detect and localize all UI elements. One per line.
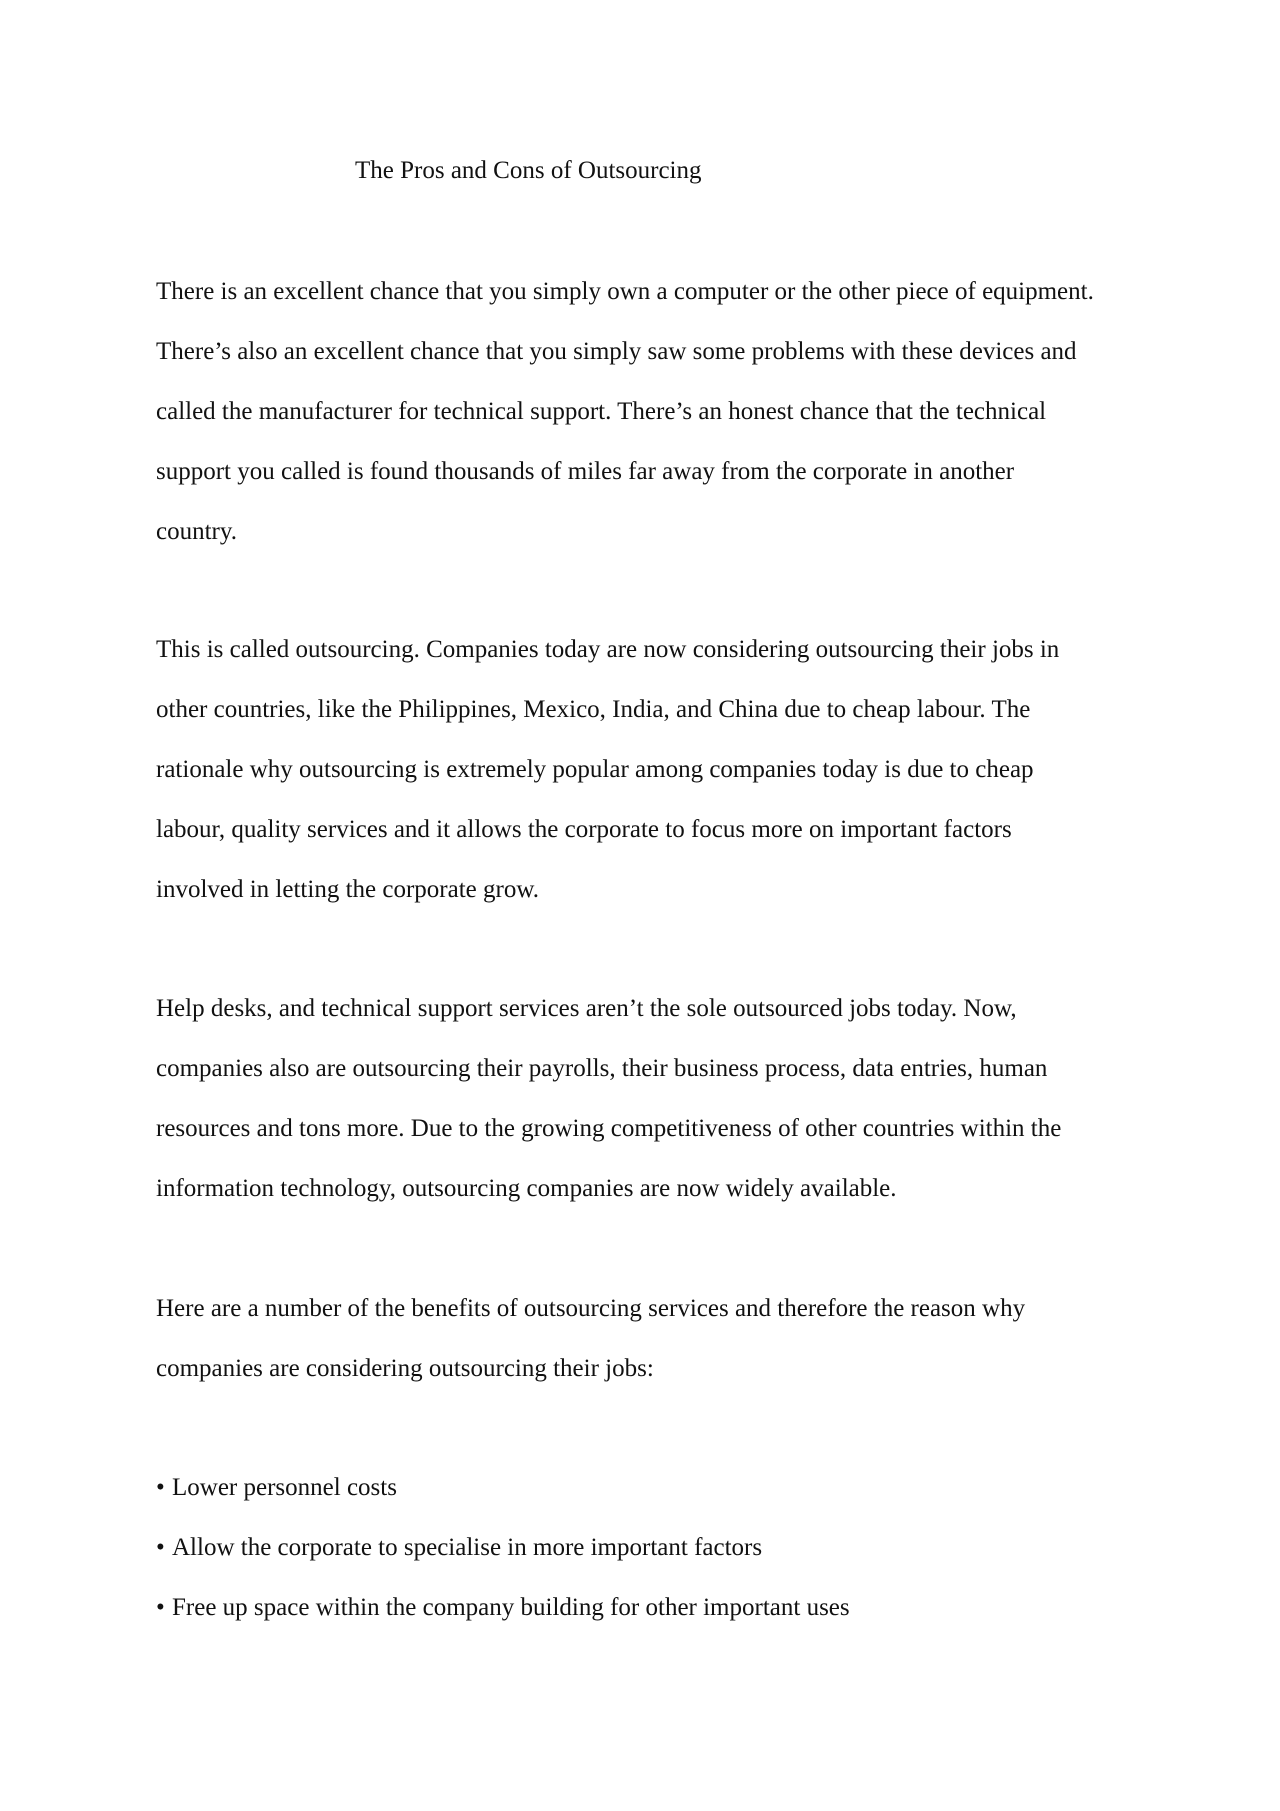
paragraph-4 (156, 1279, 1156, 1399)
paragraph-line: companies also are outsourcing their payrolls, their business process, data entries, human (156, 1055, 1048, 1082)
list-item (156, 1578, 850, 1638)
paragraph-line: companies are considering outsourcing their jobs: (156, 1355, 654, 1382)
bullet-icon: • (156, 1594, 165, 1621)
document-title: The Pros and Cons of Outsourcing (355, 157, 702, 184)
list-item-text: Lower personnel costs (172, 1474, 397, 1501)
paragraph-line: other countries, like the Philippines, Mexico, India, and China due to cheap labour. The (156, 696, 1031, 723)
bullet-icon: • (156, 1534, 165, 1561)
paragraph-line: There is an excellent chance that you simply own a computer or the other piece of equipment. (156, 278, 1094, 305)
list-item-text: Allow the corporate to specialise in more important factors (172, 1534, 763, 1561)
paragraph-line: support you called is found thousands of miles far away from the corporate in another (156, 458, 1015, 485)
paragraph-line: labour, quality services and it allows the corporate to focus more on important factors (156, 816, 1012, 843)
paragraph-3 (156, 979, 1156, 1219)
paragraph-line: rationale why outsourcing is extremely popular among companies today is due to cheap (156, 756, 1034, 783)
paragraph-line: information technology, outsourcing companies are now widely available. (156, 1175, 897, 1202)
paragraph-line: This is called outsourcing. Companies today are now considering outsourcing their jobs in (156, 636, 1060, 663)
paragraph-line: There’s also an excellent chance that you simply saw some problems with these devices and (156, 338, 1077, 365)
paragraph-line: called the manufacturer for technical support. There’s an honest chance that the technical (156, 398, 1047, 425)
paragraph-line: resources and tons more. Due to the growing competitiveness of other countries within the (156, 1115, 1062, 1142)
paragraph-line: Here are a number of the benefits of outsourcing services and therefore the reason why (156, 1295, 1026, 1322)
paragraph-1 (156, 262, 1156, 562)
paragraph-line: Help desks, and technical support services aren’t the sole outsourced jobs today. Now, (156, 995, 1017, 1022)
benefits-list (156, 1458, 850, 1638)
list-item-text: Free up space within the company building for other important uses (172, 1594, 850, 1621)
paragraph-line: involved in letting the corporate grow. (156, 876, 539, 903)
list-item (156, 1458, 850, 1518)
paragraph-2 (156, 620, 1156, 920)
bullet-icon: • (156, 1474, 165, 1501)
paragraph-line: country. (156, 518, 237, 545)
list-item (156, 1518, 850, 1578)
